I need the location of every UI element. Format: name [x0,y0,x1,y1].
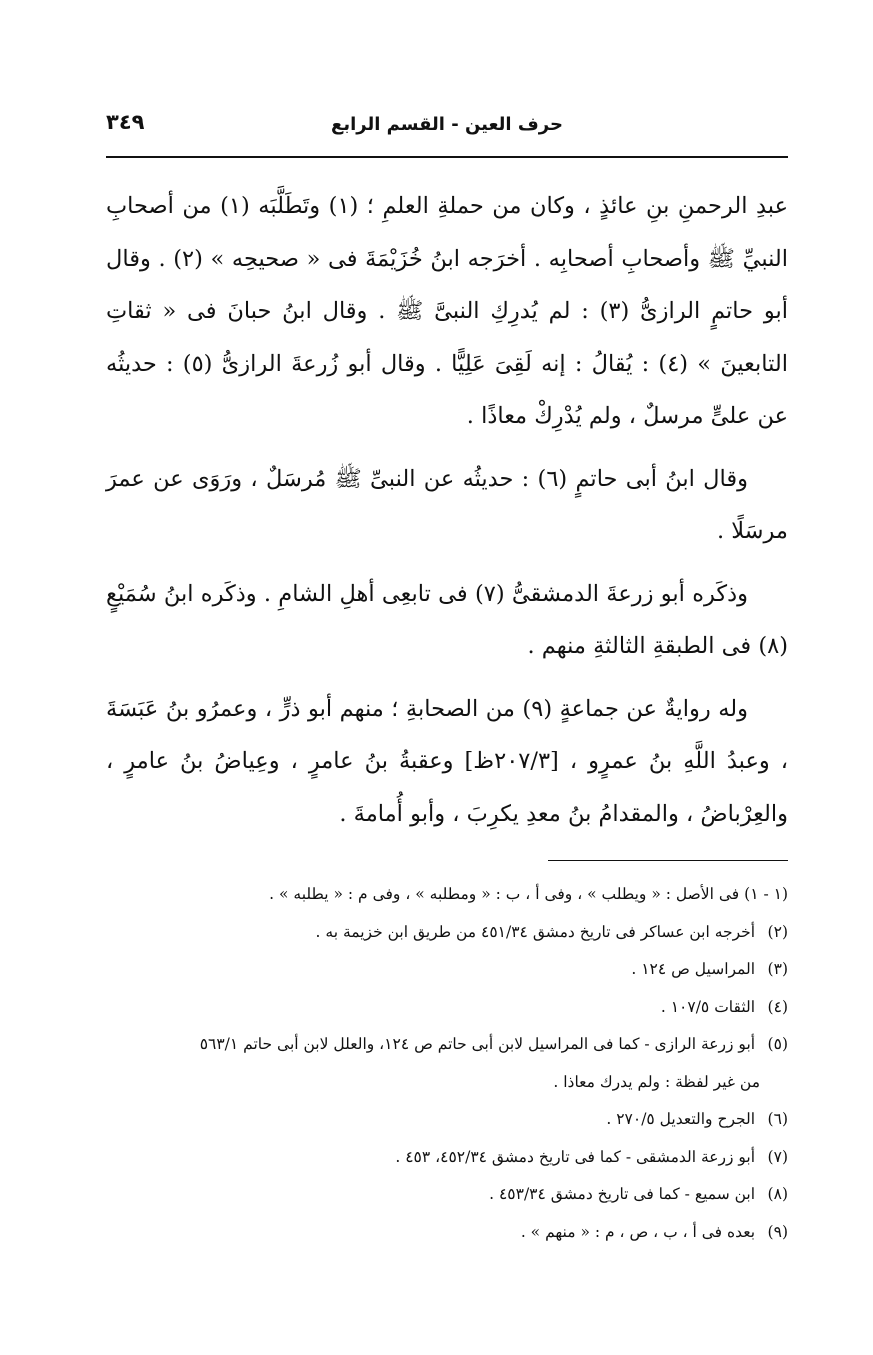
footnote [106,914,788,952]
footnote [106,989,788,1027]
footnote-number: (٤) [767,997,788,1016]
paragraph: وقال ابنُ أبى حاتمٍ (٦) : حديثُه عن النبىِّ ﷺ مُرسَلٌ ، ورَوَى عن عمرَ مرسَلًا . [106,465,788,544]
footnote-text: أبو زرعة الدمشقى - كما فى تاريخ دمشق ٤٥٢/٣٤، ٤٥٣ . [395,1147,756,1166]
footnote [106,1026,788,1064]
footnote-separator [548,860,788,861]
footnote [106,1214,788,1252]
footnote-text: فى الأصل : « ويطلب » ، وفى أ ، ب : « ومطلبه » ، وفى م : « يطلبه » . [269,885,740,903]
footnote-text: ابن سميع - كما فى تاريخ دمشق ٤٥٣/٣٤ . [489,1185,756,1203]
footnote-number: (٨) [767,1185,788,1203]
footnote [106,876,788,914]
footnote-number: (٢) [767,922,788,941]
footnote-text: من غير لفظة : ولم يدرك معاذا . [553,1072,760,1091]
footnote [106,1139,788,1177]
footnote-number: (٥) [767,1035,788,1053]
page-number: ٣٤٩ [106,110,145,134]
footnote-text: بعده فى أ ، ب ، ص ، م : « منهم » . [520,1222,756,1241]
running-title: حرف العين - القسم الرابع [331,114,563,135]
footnote-number: (٣) [767,960,788,978]
footnote-text: أبو زرعة الرازى - كما فى المراسيل لابن أبى حاتم ص ١٢٤، والعلل لابن أبى حاتم ٥٦٣/١ [199,1035,756,1053]
page-header [106,106,788,158]
footnote-number: (٧) [767,1147,788,1166]
footnote-number: (٩) [767,1222,788,1241]
footnote-number: (٦) [767,1110,788,1128]
footnote-text: الجرح والتعديل ٢٧٠/٥ . [606,1110,756,1128]
footnote-text: الثقات ١٠٧/٥ . [660,997,756,1016]
footnote [106,1101,788,1139]
footnote-text: المراسيل ص ١٢٤ . [631,960,756,978]
paragraph: عبدِ الرحمنِ بنِ عائذٍ ، وكان من حملةِ العلمِ ؛ (١) وتَطَلَّبَه (١) من أصحابِ النبيِّ ﷺ وأصحابِ أصحابِه . أخرَجه ابنُ خُزَيْمَةَ فى « صحيحِه » (٢) . وقال أبو حاتمٍ الرازىُّ (٣) : لم يُدرِكِ النبىَّ ﷺ . وقال ابنُ حبانَ فى « ثقاتِ التابعينَ » (٤) : يُقالُ : إنه لَقِىَ عَلِيًّا . وقال أبو زُرعةَ الرازىُّ (٥) : حديثُه عن علىٍّ مرسلٌ ، ولم يُدْرِكْ معاذًا . [106,193,789,429]
footnotes [106,876,788,1251]
paragraph: وذكَره أبو زرعةَ الدمشقىُّ (٧) فى تابعِى أهلِ الشامِ . وذكَره ابنُ سُمَيْعٍ (٨) فى الطبقةِ الثالثةِ منهم . [106,580,788,659]
footnote-text: أخرجه ابن عساكر فى تاريخ دمشق ٤٥١/٣٤ من طريق ابن خزيمة به . [315,922,756,941]
footnote [106,951,788,989]
body-text [106,180,788,840]
footnote-continuation [106,1064,788,1102]
footnote [106,1176,788,1214]
paragraph: وله روايةٌ عن جماعةٍ (٩) من الصحابةِ ؛ منهم أبو ذرٍّ ، وعمرُو بنُ عَبَسَةَ ، وعبدُ اللَّهِ بنُ عمرٍو ، [٢٠٧/٣ظ] وعقبةُ بنُ عامرٍ ، وعِياضُ بنُ عامرٍ ، والعِرْباضُ ، والمقدامُ بنُ معدِ يكرِبَ ، وأبو أُمامةَ . [106,695,789,827]
footnote-number: (١ - ١) [744,885,788,903]
